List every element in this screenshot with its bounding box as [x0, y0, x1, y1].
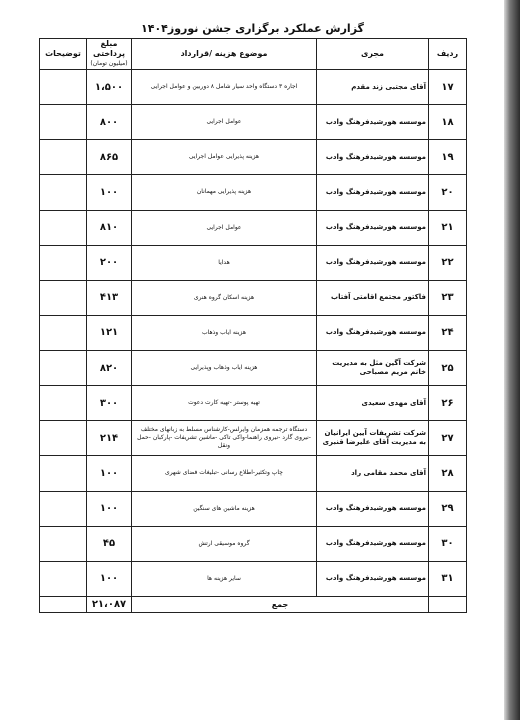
cell-subject: هزینه اسکان گروه هنری [132, 280, 317, 315]
cell-subject: گروه موسیقی ارتش [132, 526, 317, 561]
total-blank [429, 597, 467, 613]
cell-executor: آقای مهدی سعیدی [317, 386, 429, 421]
cell-notes [40, 491, 87, 526]
cell-amount: ۳۰۰ [87, 386, 132, 421]
cell-row-no: ۲۷ [429, 421, 467, 456]
cell-subject: دستگاه ترجمه همزمان وایرلس-کارشناس مسلط به زبانهای مختلف -نیروی گارد -نیروی راهنما-واکی تاکی -ماشین تشریفات -پارکبان -حمل ونقل [132, 421, 317, 456]
cell-row-no: ۳۱ [429, 561, 467, 596]
cell-row-no: ۲۸ [429, 456, 467, 491]
table-row [40, 315, 467, 350]
cell-executor: موسسه هورشیدفرهنگ وادب [317, 140, 429, 175]
cell-subject: هزینه پذیرایی مهمانان [132, 175, 317, 210]
cell-row-no: ۲۴ [429, 315, 467, 350]
cell-executor: موسسه هورشیدفرهنگ وادب [317, 105, 429, 140]
cell-executor: موسسه هورشیدفرهنگ وادب [317, 315, 429, 350]
total-amount: ۲۱،۰۸۷ [87, 597, 132, 613]
header-row-no: ردیف [429, 39, 467, 70]
cell-executor: موسسه هورشیدفرهنگ وادب [317, 561, 429, 596]
header-row [40, 39, 467, 70]
cell-executor: موسسه هورشیدفرهنگ وادب [317, 245, 429, 280]
cell-executor: فاکتور مجتمع اقامتی آفتاب [317, 280, 429, 315]
cell-amount: ۸۱۰ [87, 210, 132, 245]
cell-executor: آقای مجتبی زند مقدم [317, 70, 429, 105]
table-row [40, 105, 467, 140]
cell-row-no: ۲۲ [429, 245, 467, 280]
cell-amount: ۲۱۴ [87, 421, 132, 456]
cell-amount: ۱۰۰ [87, 456, 132, 491]
table-row [40, 70, 467, 105]
table-row [40, 280, 467, 315]
cell-notes [40, 280, 87, 315]
header-subject: موضوع هزینه /قرارداد [132, 39, 317, 70]
cell-subject: هزینه ایاب وذهاب [132, 315, 317, 350]
cell-notes [40, 210, 87, 245]
cell-notes [40, 561, 87, 596]
cell-subject: اجاره ۳ دستگاه واحد سیار شامل ۸ دوربین و عوامل اجرایی [132, 70, 317, 105]
table-body [40, 70, 467, 597]
table-row [40, 421, 467, 456]
table-row [40, 456, 467, 491]
cell-subject: هدایا [132, 245, 317, 280]
cell-executor: موسسه هورشیدفرهنگ وادب [317, 175, 429, 210]
cell-row-no: ۳۰ [429, 526, 467, 561]
header-amount [87, 39, 132, 70]
page-edge-shadow [504, 0, 520, 720]
cell-notes [40, 105, 87, 140]
cell-row-no: ۲۹ [429, 491, 467, 526]
cell-subject: سایر هزینه ها [132, 561, 317, 596]
cell-subject: چاپ وتکثیر-اطلاع رسانی -تبلیغات فضای شهری [132, 456, 317, 491]
cell-subject: هزینه ایاب وذهاب وپذیرایی [132, 351, 317, 386]
cell-executor: شرکت آگین مثل به مدیریت خانم مریم مصباحی [317, 351, 429, 386]
cell-executor: موسسه هورشیدفرهنگ وادب [317, 526, 429, 561]
cell-notes [40, 526, 87, 561]
header-amount-label: مبلغ پرداختی [93, 39, 125, 58]
cell-notes [40, 386, 87, 421]
cell-executor: موسسه هورشیدفرهنگ وادب [317, 491, 429, 526]
header-notes: توضیحات [40, 39, 87, 70]
cell-amount: ۱۰۰ [87, 175, 132, 210]
cell-row-no: ۱۷ [429, 70, 467, 105]
cell-notes [40, 175, 87, 210]
table-row [40, 351, 467, 386]
total-row [40, 597, 467, 613]
cell-subject: عوامل اجرایی [132, 105, 317, 140]
cell-amount: ۱۰۰ [87, 561, 132, 596]
header-executor: مجری [317, 39, 429, 70]
cell-row-no: ۲۳ [429, 280, 467, 315]
table-row [40, 561, 467, 596]
total-notes [40, 597, 87, 613]
table-row [40, 526, 467, 561]
page-title: گزارش عملکرد برگزاری جشن نوروز۱۴۰۴ [141, 22, 364, 35]
cell-amount: ۸۲۰ [87, 351, 132, 386]
total-label: جمع [132, 597, 429, 613]
cell-row-no: ۲۶ [429, 386, 467, 421]
cell-amount: ۱۲۱ [87, 315, 132, 350]
cell-amount: ۱،۵۰۰ [87, 70, 132, 105]
cell-amount: ۲۰۰ [87, 245, 132, 280]
cell-row-no: ۲۵ [429, 351, 467, 386]
cell-notes [40, 245, 87, 280]
cell-amount: ۱۰۰ [87, 491, 132, 526]
cell-notes [40, 421, 87, 456]
header-amount-unit: (میلیون تومان) [90, 60, 128, 67]
cell-row-no: ۱۸ [429, 105, 467, 140]
cell-notes [40, 351, 87, 386]
table-row [40, 491, 467, 526]
table-row [40, 175, 467, 210]
cell-amount: ۴۱۳ [87, 280, 132, 315]
cell-amount: ۸۶۵ [87, 140, 132, 175]
cell-subject: تهیه پوستر -تهیه کارت دعوت [132, 386, 317, 421]
table-row [40, 386, 467, 421]
cell-notes [40, 70, 87, 105]
table-row [40, 140, 467, 175]
table-row [40, 210, 467, 245]
cell-executor: آقای محمد مقامی راد [317, 456, 429, 491]
cell-subject: عوامل اجرایی [132, 210, 317, 245]
cell-notes [40, 140, 87, 175]
cell-notes [40, 315, 87, 350]
cell-amount: ۴۵ [87, 526, 132, 561]
cell-row-no: ۱۹ [429, 140, 467, 175]
cell-amount: ۸۰۰ [87, 105, 132, 140]
cell-row-no: ۲۰ [429, 175, 467, 210]
cell-executor: موسسه هورشیدفرهنگ وادب [317, 210, 429, 245]
cell-row-no: ۲۱ [429, 210, 467, 245]
table-row [40, 245, 467, 280]
report-table [39, 38, 467, 613]
cell-subject: هزینه ماشین های سنگین [132, 491, 317, 526]
cell-notes [40, 456, 87, 491]
cell-executor: شرکت تشریفات آیین ایرانیان به مدیریت آقای علیرضا قنبری [317, 421, 429, 456]
cell-subject: هزینه پذیرایی عوامل اجرایی [132, 140, 317, 175]
